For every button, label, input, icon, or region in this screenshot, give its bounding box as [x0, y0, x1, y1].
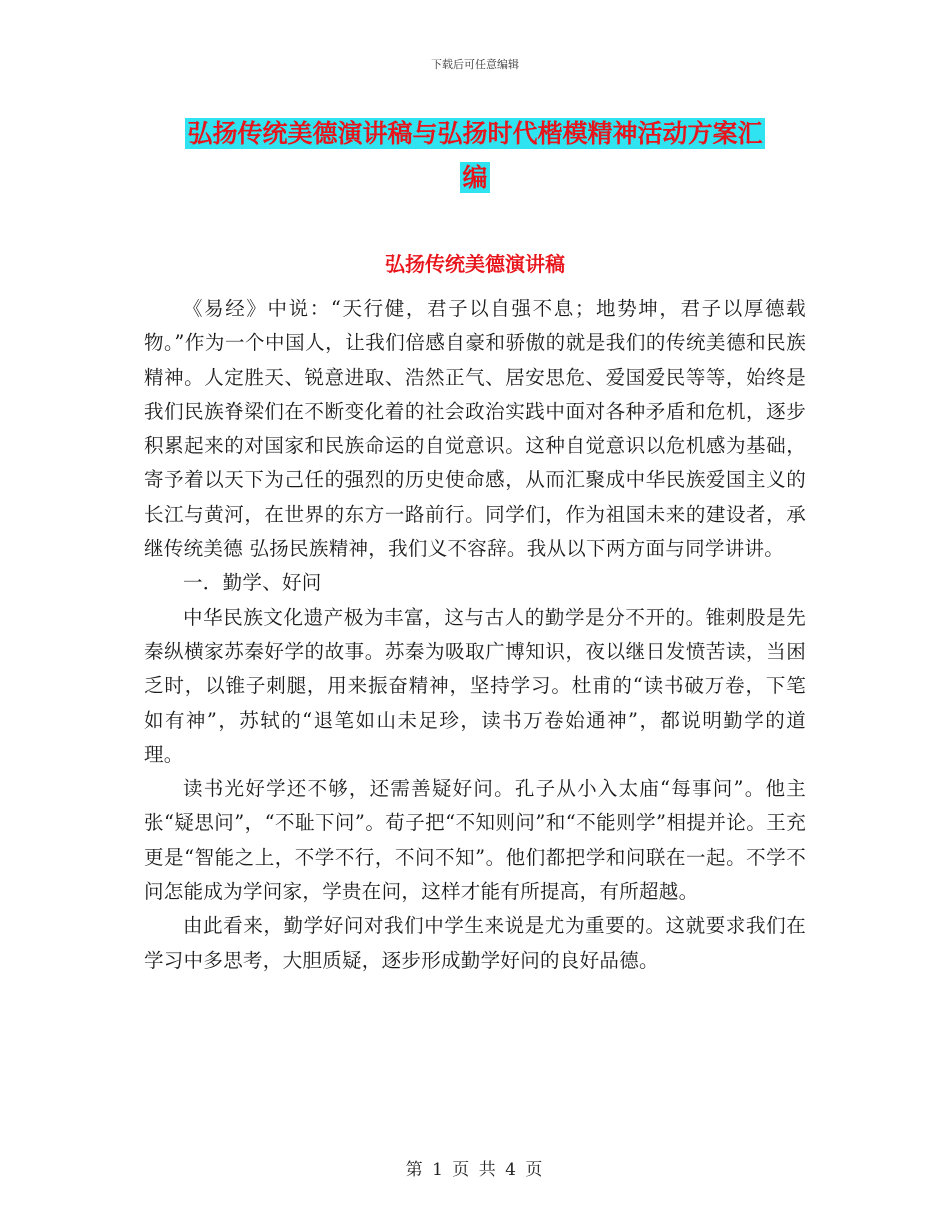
document-title-line-2: 编 [462, 163, 488, 192]
document-body [144, 292, 806, 978]
paragraph-heading-1: 一．勤学、好问 [183, 571, 322, 595]
paragraph-conclusion: 由此看来，勤学好问对我们中学生来说是尤为重要的。这就要求我们在学习中多思考，大胆质疑，逐步形成勤学好问的良好品德。 [144, 914, 806, 972]
page-number-footer: 第 1 页 共 4 页 [405, 1160, 545, 1180]
paragraph-inquiry: 读书光好学还不够，还需善疑好问。孔子从小入太庙“每事问”。他主张“疑思问”，“不耻下问”。荀子把“不知则问”和“不能则学”相提并论。王充更是“智能之上，不学不行，不问不知”。他们都把学和问联在一起。不学不问怎能成为学问家，学贵在问，这样才能有所提高，有所超越。 [144, 777, 806, 904]
document-title [0, 112, 950, 200]
paragraph-diligence: 中华民族文化遗产极为丰富，这与古人的勤学是分不开的。锥刺股是先秦纵横家苏秦好学的故事。苏秦为吸取广博知识，夜以继日发愤苦读，当困乏时，以锥子刺腿，用来振奋精神，坚持学习。杜甫的“读书破万卷，下笔如有神”，苏轼的“退笔如山未足珍，读书万卷始通神”，都说明勤学的道理。 [144, 605, 806, 766]
paragraph-intro: 《易经》中说：“天行健，君子以自强不息；地势坤，君子以厚德载物。”作为一个中国人，让我们倍感自豪和骄傲的就是我们的传统美德和民族精神。人定胜天、锐意进取、浩然正气、居安思危、爱国爱民等等，始终是我们民族脊梁们在不断变化着的社会政治实践中面对各种矛盾和危机，逐步积累起来的对国家和民族命运的自觉意识。这种自觉意识以危机感为基础，寄予着以天下为己任的强烈的历史使命感，从而汇聚成中华民族爱国主义的长江与黄河，在世界的东方一路前行。同学们，作为祖国未来的建设者，承继传统美德 弘扬民族精神，我们义不容辞。我从以下两方面与同学讲讲。 [144, 297, 806, 561]
section-title: 弘扬传统美德演讲稿 [385, 252, 565, 276]
header-note: 下载后可任意编辑 [431, 58, 519, 71]
document-title-line-1: 弘扬传统美德演讲稿与弘扬时代楷模精神活动方案汇 [187, 119, 763, 148]
